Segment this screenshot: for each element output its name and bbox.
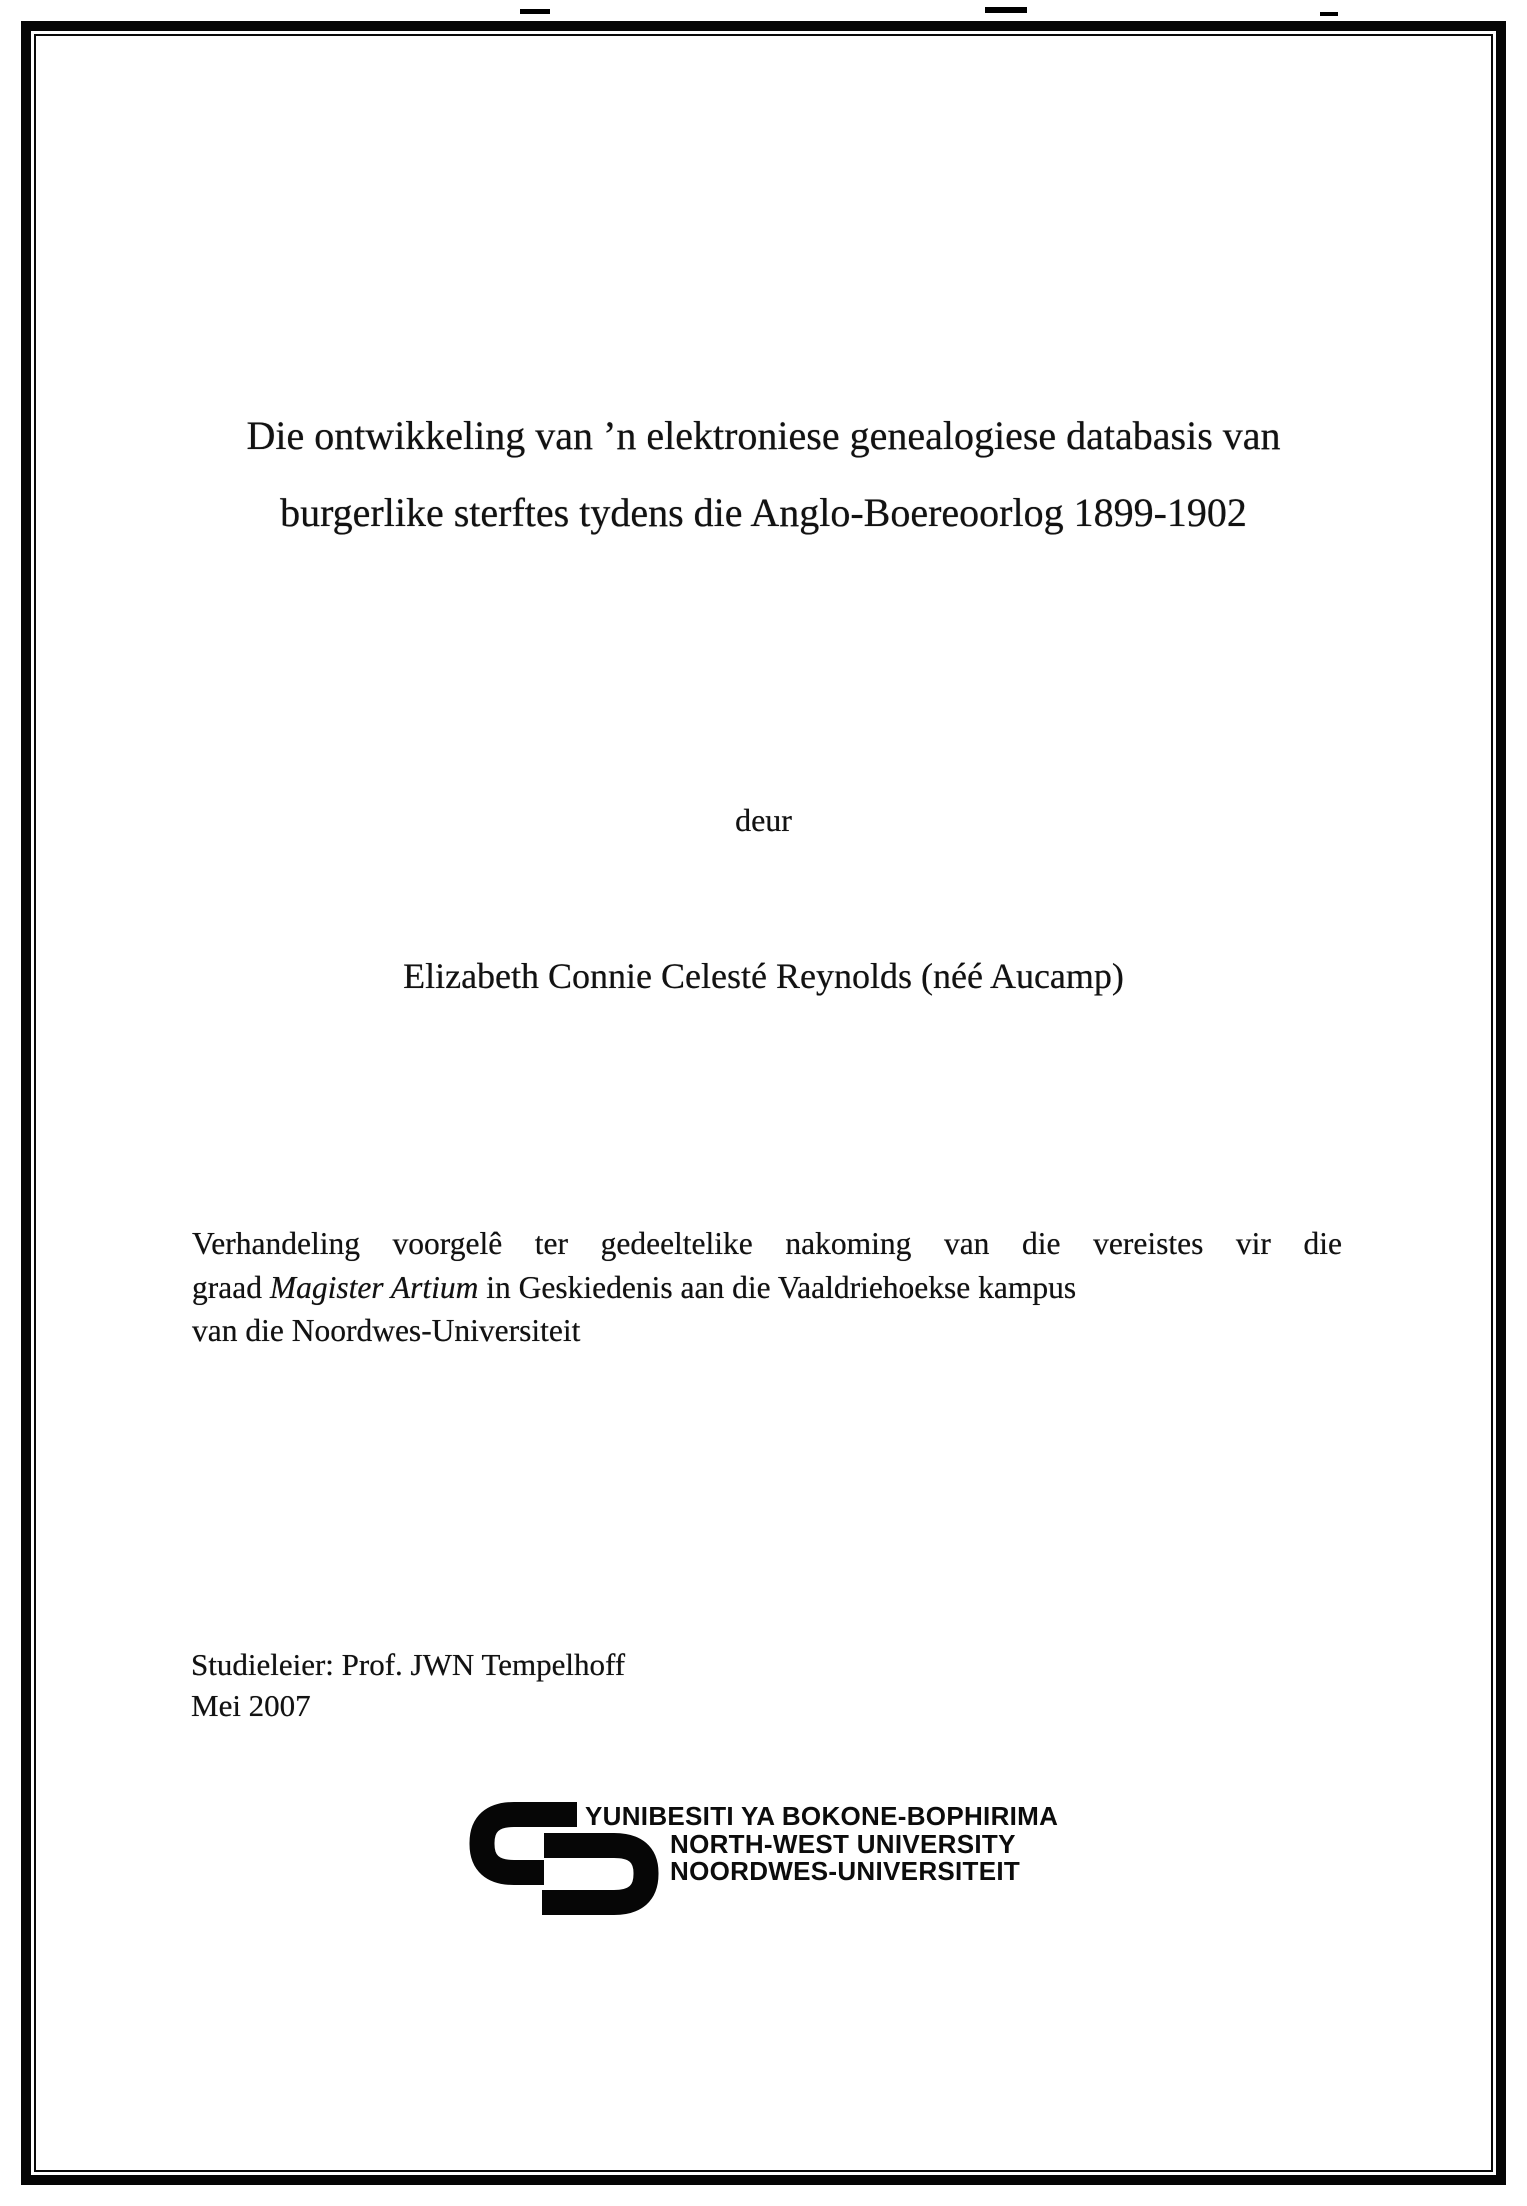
scan-artifact [520, 9, 550, 14]
scan-artifact [1320, 12, 1338, 16]
statement-line-2-suffix: in Geskiedenis aan die Vaaldriehoekse kampus [478, 1269, 1077, 1305]
thesis-title-line-2: burgerlike sterftes tydens die Anglo-Boereoorlog 1899-1902 [280, 490, 1247, 535]
scan-artifact [985, 7, 1027, 13]
statement-line-2-prefix: graad [192, 1269, 270, 1305]
thesis-title [90, 397, 1437, 551]
thesis-title-line-1: Die ontwikkeling van ’n elektroniese genealogiese databasis van [246, 413, 1281, 458]
university-logo-text [585, 1803, 1058, 1884]
statement-line-1: Verhandeling voorgelê ter gedeeltelike nakoming van die vereistes vir die [192, 1226, 1342, 1261]
degree-name-italic: Magister Artium [269, 1269, 479, 1305]
byline-deur: deur [735, 802, 792, 838]
university-logo [468, 1800, 1068, 1930]
statement-line-3: van die Noordwes-Universiteit [192, 1313, 581, 1348]
logo-line-setswana: YUNIBESITI YA BOKONE-BOPHIRIMA [585, 1801, 1059, 1831]
date-line: Mei 2007 [191, 1688, 311, 1723]
submission-statement [192, 1222, 1342, 1353]
supervisor-line: Studieleier: Prof. JWN Tempelhoff [191, 1647, 626, 1682]
statement-line-2 [192, 1266, 1342, 1310]
logo-line-afrikaans: NOORDWES-UNIVERSITEIT [670, 1856, 1021, 1886]
logo-line-english: NORTH-WEST UNIVERSITY [670, 1829, 1016, 1859]
supervisor-block [191, 1644, 625, 1726]
author-name: Elizabeth Connie Celesté Reynolds (néé Aucamp) [403, 956, 1124, 996]
